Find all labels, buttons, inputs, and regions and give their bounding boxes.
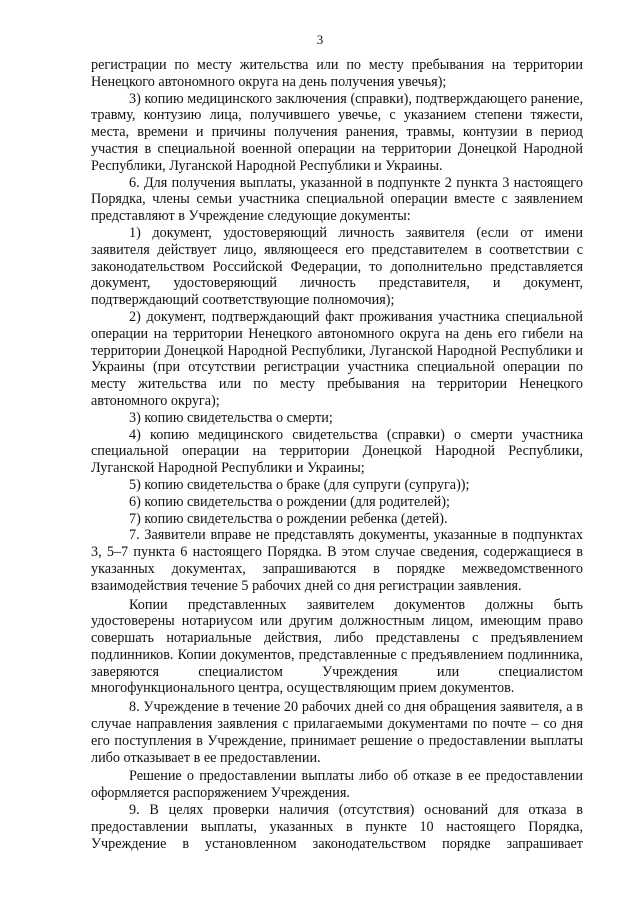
paragraph-item-3-death-certificate: 3) копию свидетельства о смерти; [129, 409, 333, 426]
paragraph-decision: Решение о предоставлении выплаты либо об отказе в ее предоставлении оформляется распоряжением Учреждения. [91, 768, 583, 802]
paragraph-item-4-medical-death-certificate: 4) копию медицинского свидетельства (справки) о смерти участника специальной операции на территории Донецкой Народной Республики, Луганской Народной Республики и Украины; [91, 426, 583, 477]
paragraph-item-1-identity-document: 1) документ, удостоверяющий личность заявителя (если от имени заявителя действует лицо, являющееся его представителем в соответствии с законодательством Российской Федерации, то дополнительно представляется документ, удостоверяющий личность представителя, и документ, подтверждающий соответствующие полномочия); [91, 224, 583, 309]
paragraph-section-7: 7. Заявители вправе не представлять документы, указанные в подпунктах 3, 5–7 пункта 6 настоящего Порядка. В этом случае сведения, содержащиеся в указанных документах, запрашиваются в порядке межведомственного взаимодействия течение 5 рабочих дней со дня регистрации заявления. [91, 527, 583, 594]
paragraph-item-2-residence-document: 2) документ, подтверждающий факт проживания участника специальной операции на территории Ненецкого автономного округа на день его гибели на территории Донецкой Народной Республики, Луганской Народной Республики и Украины (при отсутствии регистрации участника специальной операции по месту жительства или по месту пребывания на территории Ненецкого автономного округа); [91, 308, 583, 409]
document-body [91, 57, 583, 852]
paragraph-item-3-medical-report: 3) копию медицинского заключения (справки), подтверждающего ранение, травму, контузию лица, получившего увечье, с указанием степени тяжести, места, времени и причины получения ранения, травмы, контузии в период участия в специальной военной операции на территории Донецкой Народной Республики, Луганской Народной Республики и Украины. [91, 90, 583, 174]
page-number: 3 [316, 32, 324, 47]
paragraph-section-9: 9. В целях проверки наличия (отсутствия) оснований для отказа в предоставлении выплаты, указанных в пункте 10 настоящего Порядка, Учреждение в установленном законодательством порядке запрашивает [91, 802, 583, 852]
paragraph-item-5-marriage-certificate: 5) копию свидетельства о браке (для супруги (супруга)); [129, 476, 470, 493]
paragraph-section-8: 8. Учреждение в течение 20 рабочих дней со дня обращения заявителя, а в случае направления заявления с прилагаемыми документами по почте – со дня его поступления в Учреждение, принимает решение о предоставлении выплаты либо отказывает в ее предоставлении. [91, 699, 583, 766]
paragraph-item-7-child-birth-certificate: 7) копию свидетельства о рождении ребенка (детей). [129, 510, 448, 527]
paragraph-continuation: регистрации по месту жительства или по месту пребывания на территории Ненецкого автономного округа на день получения увечья); [91, 57, 583, 90]
paragraph-section-6: 6. Для получения выплаты, указанной в подпункте 2 пункта 3 настоящего Порядка, члены семьи участника специальной операции вместе с заявлением представляют в Учреждение следующие документы: [91, 174, 583, 225]
paragraph-copies: Копии представленных заявителем документов должны быть удостоверены нотариусом или другим должностным лицом, имеющим право совершать нотариальные действия, либо представлены с предъявлением подлинников. Копии документов, представленные с предъявлением подлинника, заверяются специалистом Учреждения или специалистом многофункционального центра, осуществляющим прием документов. [91, 596, 583, 697]
paragraph-item-6-birth-certificate: 6) копию свидетельства о рождении (для родителей); [129, 493, 450, 510]
